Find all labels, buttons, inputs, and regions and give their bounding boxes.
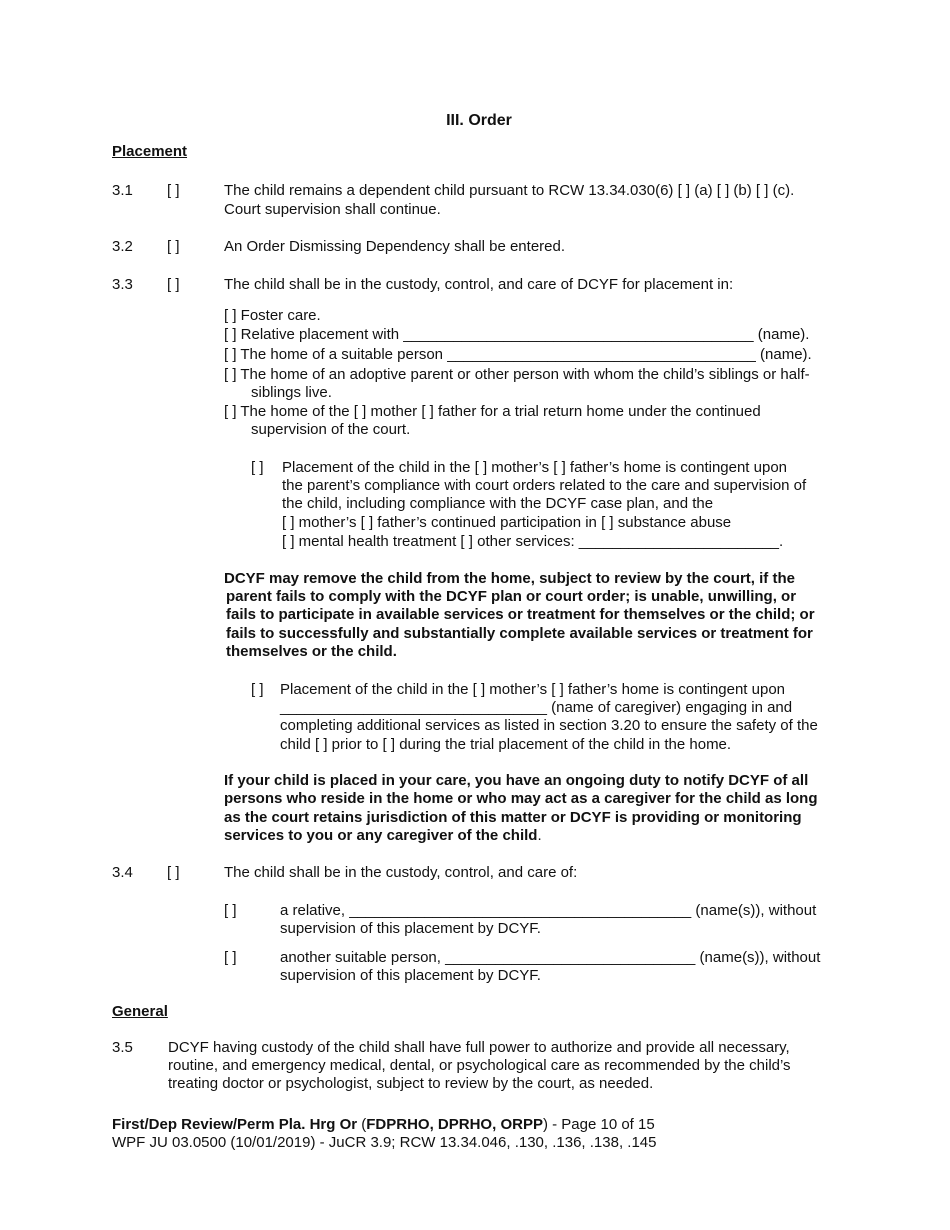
checkbox[interactable]: [ ]	[251, 681, 264, 698]
footer-line-1	[112, 1116, 655, 1135]
contingent-text: Placement of the child in the [ ] mother’s [ ] father’s home is contingent upon	[282, 459, 788, 476]
section-text: The child shall be in the custody, control, and care of DCYF for placement in:	[224, 276, 734, 293]
caregiver-text: Placement of the child in the [ ] mother’s [ ] father’s home is contingent upon	[280, 681, 786, 698]
checkbox[interactable]: [ ]	[224, 902, 237, 919]
caregiver-text: completing additional services as listed in section 3.20 to ensure the safety of the	[280, 717, 818, 734]
duty-text: as the court retains jurisdiction of this matter or DCYF is providing or monitoring	[224, 809, 802, 826]
warning-text: parent fails to comply with the DCYF plan or court order; is unable, unwilling, or	[226, 588, 797, 605]
placement-heading: Placement	[112, 143, 188, 160]
checkbox[interactable]: [ ]	[167, 276, 180, 293]
general-heading: General	[112, 1003, 168, 1020]
duty-text: persons who reside in the home or who may act as a caregiver for the child as long	[224, 790, 818, 807]
option-relative-placement[interactable]: [ ] Relative placement with __________________________________________ (name).	[224, 326, 810, 343]
option-text: siblings live.	[251, 384, 332, 401]
warning-text: fails to participate in available services or treatment for themselves or the child; or	[226, 606, 815, 623]
option-text: supervision of the court.	[251, 421, 411, 438]
section-text: routine, and emergency medical, dental, or psychological care as recommended by the child’s	[168, 1057, 791, 1074]
checkbox[interactable]: [ ]	[167, 864, 180, 881]
footer-line-2: WPF JU 03.0500 (10/01/2019) - JuCR 3.9; RCW 13.34.046, .130, .136, .138, .145	[112, 1134, 657, 1151]
section-number: 3.1	[112, 182, 133, 199]
section-number: 3.2	[112, 238, 133, 255]
checkbox[interactable]: [ ]	[224, 949, 237, 966]
footer-page-number: ) - Page 10 of 15	[542, 1116, 655, 1133]
section-text: DCYF having custody of the child shall have full power to authorize and provide all necessary,	[168, 1039, 790, 1056]
section-number: 3.4	[112, 864, 133, 881]
footer-paren: (	[357, 1116, 367, 1133]
section-number: 3.3	[112, 276, 133, 293]
checkbox[interactable]: [ ]	[167, 182, 180, 199]
contingent-text: [ ] mental health treatment [ ] other services: ________________________.	[282, 533, 784, 550]
warning-text: themselves or the child.	[226, 643, 397, 660]
contingent-text: [ ] mother’s [ ] father’s continued participation in [ ] substance abuse	[282, 514, 732, 531]
relative-option-text: supervision of this placement by DCYF.	[280, 920, 541, 937]
duty-text: If your child is placed in your care, you have an ongoing duty to notify DCYF of all	[224, 772, 809, 789]
duty-period: .	[537, 827, 542, 844]
warning-text: fails to successfully and substantially complete available services or treatment for	[226, 625, 813, 642]
option-trial-return[interactable]: [ ] The home of the [ ] mother [ ] father for a trial return home under the continued	[224, 403, 761, 420]
relative-option-text: a relative, _________________________________________ (name(s)), without	[280, 902, 817, 919]
section-text: Court supervision shall continue.	[224, 201, 441, 218]
caregiver-text: child [ ] prior to [ ] during the trial placement of the child in the home.	[280, 736, 732, 753]
section-text: An Order Dismissing Dependency shall be entered.	[224, 238, 566, 255]
warning-text: DCYF may remove the child from the home, subject to review by the court, if the	[224, 570, 795, 587]
option-adoptive-parent[interactable]: [ ] The home of an adoptive parent or other person with whom the child’s siblings or half-	[224, 366, 810, 383]
caregiver-text: ________________________________ (name of caregiver) engaging in and	[280, 699, 793, 716]
section-text: The child shall be in the custody, control, and care of:	[224, 864, 578, 881]
section-text: The child remains a dependent child pursuant to RCW 13.34.030(6) [ ] (a) [ ] (b) [ ] (c).	[224, 182, 795, 199]
suitable-person-option-text: another suitable person, ______________________________ (name(s)), without	[280, 949, 821, 966]
footer-form-title: First/Dep Review/Perm Pla. Hrg Or	[112, 1116, 358, 1133]
contingent-text: the parent’s compliance with court orders related to the care and supervision of	[282, 477, 807, 494]
checkbox[interactable]: [ ]	[167, 238, 180, 255]
footer-form-codes: FDPRHO, DPRHO, ORPP	[366, 1116, 543, 1133]
contingent-text: the child, including compliance with the DCYF case plan, and the	[282, 495, 714, 512]
section-text: treating doctor or psychologist, subject to review by the court, as needed.	[168, 1075, 654, 1092]
duty-text: services to you or any caregiver of the child	[224, 827, 538, 844]
page-title: III. Order	[446, 112, 512, 129]
suitable-person-option-text: supervision of this placement by DCYF.	[280, 967, 541, 984]
checkbox[interactable]: [ ]	[251, 459, 264, 476]
option-foster-care[interactable]: [ ] Foster care.	[224, 307, 321, 324]
option-suitable-person[interactable]: [ ] The home of a suitable person _____________________________________ (name).	[224, 346, 812, 363]
section-number: 3.5	[112, 1039, 133, 1056]
